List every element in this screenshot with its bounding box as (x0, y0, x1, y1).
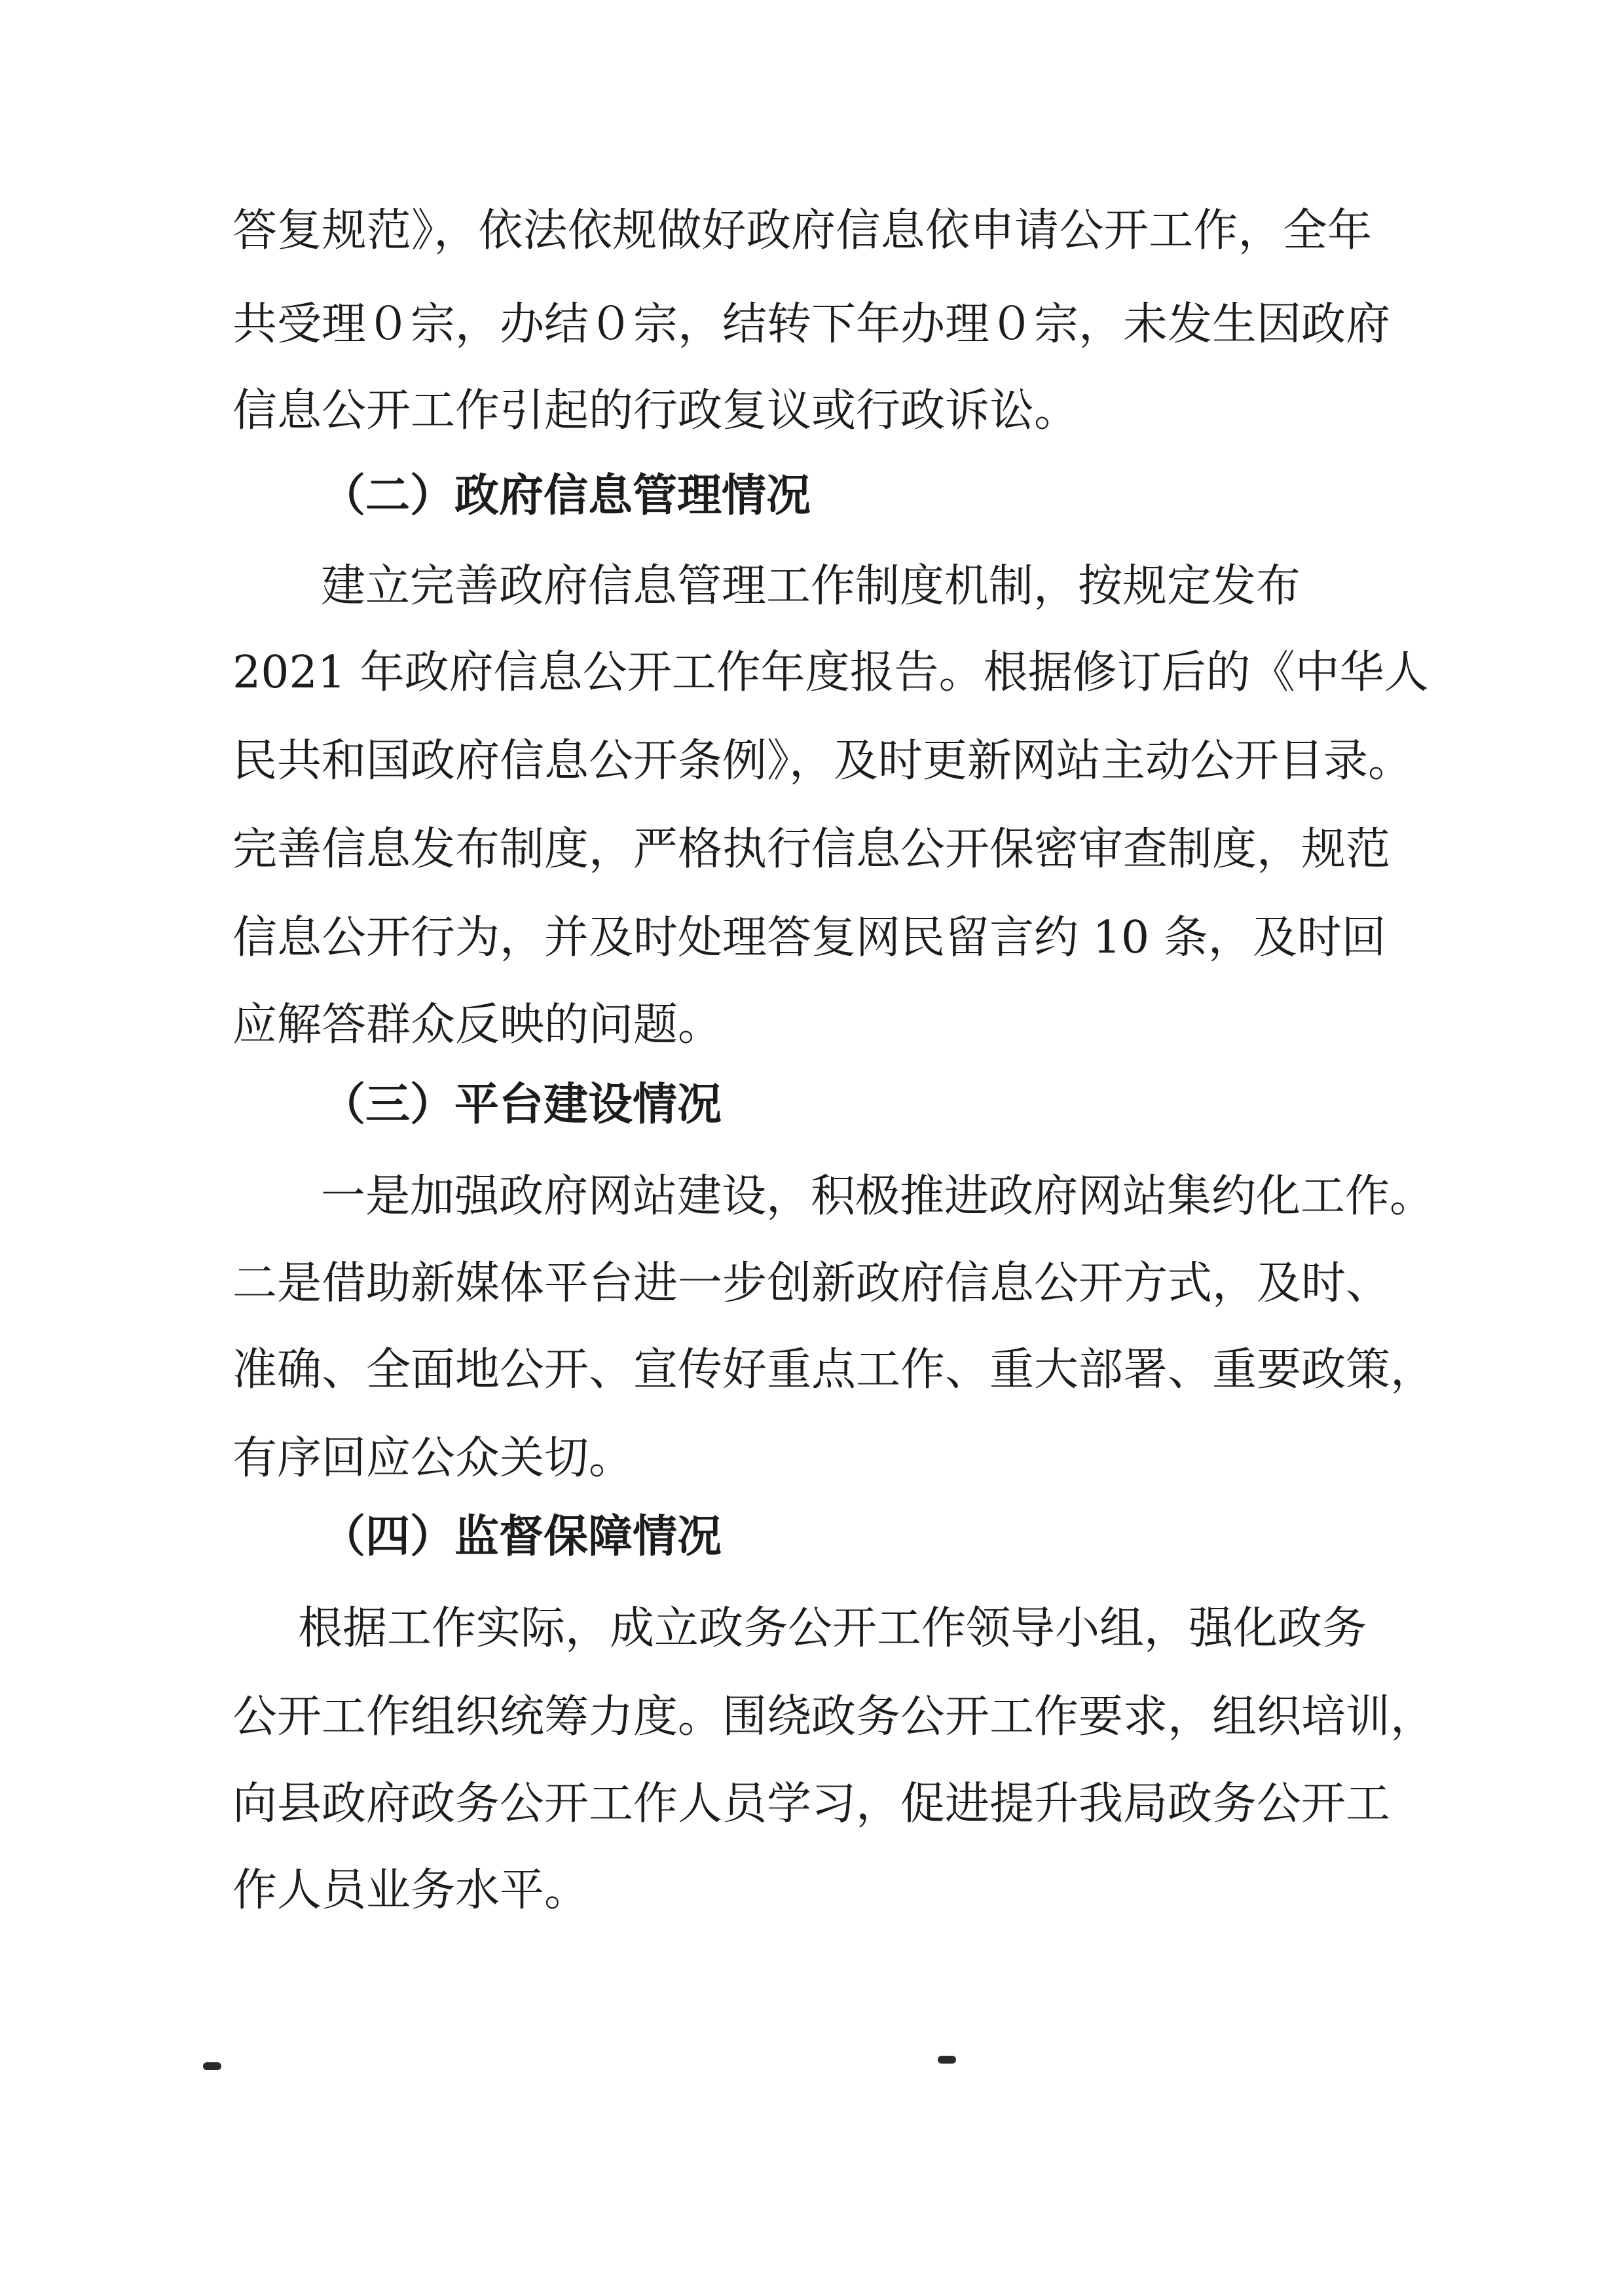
paragraph-line: 信息公开工作引起的行政复议或行政诉讼。 (232, 385, 1079, 437)
paragraph-line: 公开工作组织统筹力度。围绕政务公开工作要求，组织培训， (232, 1691, 1435, 1743)
paragraph-line: 应解答群众反映的问题。 (232, 999, 723, 1051)
paragraph-line: 2021 年政府信息公开工作年度报告。根据修订后的《中华人 (232, 647, 1429, 699)
paragraph-line: 根据工作实际，成立政务公开工作领导小组，强化政务 (298, 1603, 1367, 1654)
paragraph-line: 向县政府政务公开工作人员学习，促进提升我局政务公开工 (232, 1778, 1391, 1830)
binding-mark (203, 2062, 221, 2070)
binding-mark (938, 2056, 956, 2064)
paragraph-line: 准确、全面地公开、宣传好重点工作、重大部署、重要政策， (232, 1344, 1435, 1396)
paragraph-line: 答复规范》，依法依规做好政府信息依申请公开工作，全年 (232, 205, 1372, 257)
section-heading-info-management: （二）政府信息管理情况 (321, 470, 811, 522)
section-heading-platform: （三）平台建设情况 (321, 1079, 722, 1131)
paragraph-line: 共受理０宗，办结０宗，结转下年办理０宗，未发生因政府 (232, 299, 1391, 350)
paragraph-line: 二是借助新媒体平台进一步创新政府信息公开方式，及时、 (232, 1258, 1391, 1309)
paragraph-line: 民共和国政府信息公开条例》，及时更新网站主动公开目录。 (232, 735, 1413, 787)
paragraph-line: 一是加强政府网站建设，积极推进政府网站集约化工作。 (321, 1171, 1435, 1222)
paragraph-line: 作人员业务水平。 (232, 1865, 589, 1916)
paragraph-line: 完善信息发布制度，严格执行信息公开保密审查制度，规范 (232, 824, 1391, 875)
section-heading-supervision: （四）监督保障情况 (321, 1511, 722, 1563)
paragraph-line: 有序回应公众关切。 (232, 1432, 634, 1484)
paragraph-line: 信息公开行为，并及时处理答复网民留言约 10 条，及时回 (232, 912, 1386, 964)
paragraph-line: 建立完善政府信息管理工作制度机制，按规定发布 (321, 560, 1301, 612)
